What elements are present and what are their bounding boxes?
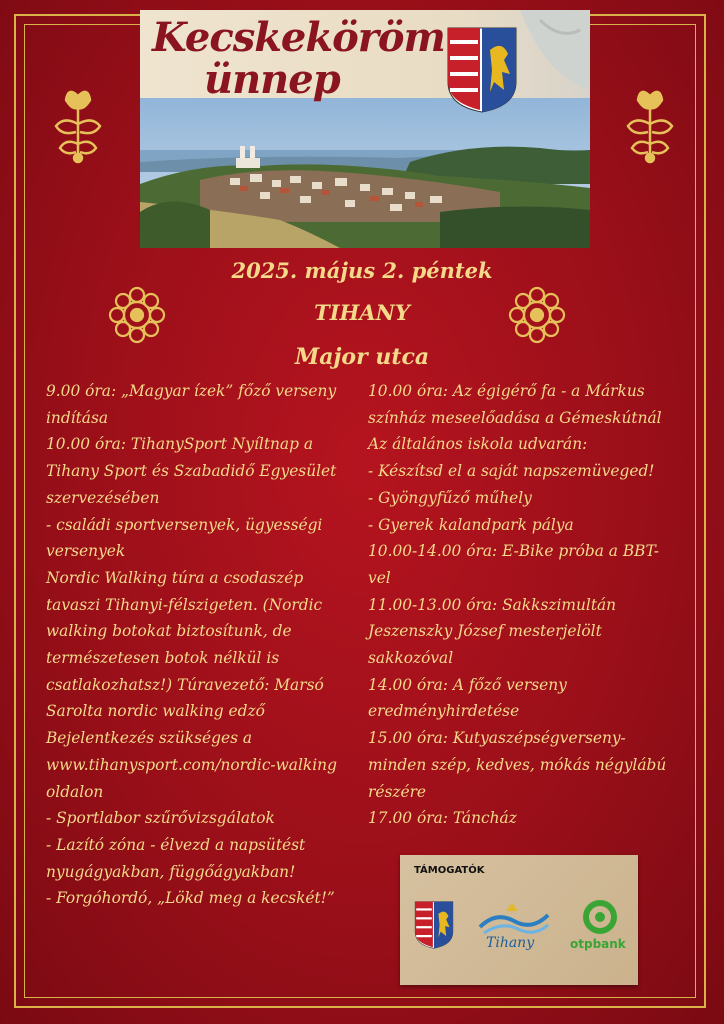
- program-line: Tihany Sport és Szabadidő Egyesület: [46, 462, 337, 481]
- program-line: Nordic Walking túra a csodaszép: [46, 568, 304, 587]
- sponsors-box: [400, 855, 638, 985]
- program-line: - Készítsd el a saját napszemüveged!: [368, 462, 655, 481]
- coat-of-arms-icon: [446, 26, 518, 114]
- program-line: 10.00 óra: Az égigérő fa - a Márkus: [368, 382, 645, 400]
- tulip-ornament-icon: [48, 86, 108, 166]
- program-line: indítása: [46, 408, 109, 427]
- program-line: 17.00 óra: Táncház: [368, 809, 517, 828]
- header-image: [140, 10, 590, 248]
- program-right-column: [368, 378, 673, 832]
- event-street: Major utca: [294, 344, 430, 370]
- program-line: - Forgóhordó, „Lökd meg a kecskét!”: [46, 889, 335, 908]
- sponsors-title: TÁMOGATÓK: [414, 865, 485, 876]
- event-place: TIHANY: [314, 300, 410, 325]
- program-line: színház meseelőadása a Gémeskútnál: [368, 408, 662, 427]
- program-line: természetesen botok nélkül is: [46, 649, 280, 668]
- program-line: tavaszi Tihanyi-félszigeten. (Nordic: [46, 595, 323, 614]
- program-line: 9.00 óra: „Magyar ízek” főző verseny: [46, 382, 337, 400]
- event-title-line2: ünnep: [204, 56, 340, 103]
- program-line: 11.00-13.00 óra: Sakkszimultán: [368, 595, 617, 614]
- coat-of-arms-icon: [414, 899, 454, 951]
- program-line: - Lazító zóna - élvezd a napsütést: [46, 835, 306, 854]
- nordic-walking-link[interactable]: www.tihanysport.com/nordic-walking: [46, 755, 337, 774]
- otp-logo-text: otpbank: [570, 937, 626, 951]
- program-line: 14.00 óra: A főző verseny: [368, 675, 567, 694]
- program-line: versenyek: [46, 542, 126, 561]
- program-line: - Gyerek kalandpark pálya: [368, 515, 574, 534]
- program-line: szervezésében: [46, 488, 160, 507]
- program-line: nyugágyakban, függőágyakban!: [46, 862, 296, 881]
- otp-bank-logo: [570, 899, 630, 959]
- program-line: Jeszenszky József mesterjelölt: [368, 622, 602, 641]
- program-line: Sarolta nordic walking edző: [46, 702, 265, 721]
- program-line: walking botokat biztosítunk, de: [46, 622, 292, 641]
- event-date: 2025. május 2. péntek: [231, 258, 493, 283]
- program-line: 15.00 óra: Kutyaszépségverseny-: [368, 729, 626, 748]
- program-line: 10.00 óra: TihanySport Nyíltnap a: [46, 435, 314, 454]
- program-line: részére: [368, 782, 427, 801]
- program-line: oldalon: [46, 782, 104, 801]
- program-line: sakkozóval: [368, 649, 454, 668]
- tihany-landscape-photo: [140, 92, 590, 248]
- program-line: - családi sportversenyek, ügyességi: [46, 515, 323, 534]
- program-line: - Gyöngyfűző műhely: [368, 488, 532, 507]
- program-line: Az általános iskola udvarán:: [368, 435, 588, 454]
- otp-ring-icon: [580, 899, 620, 935]
- title-panel: [140, 10, 590, 103]
- program-line: eredményhirdetése: [368, 702, 520, 721]
- program-line: minden szép, kedves, mókás négylábú: [368, 755, 667, 774]
- program-line: 10.00-14.00 óra: E-Bike próba a BBT-: [368, 542, 659, 561]
- program-line: csatlakozhatsz!) Túravezető: Marsó: [46, 675, 324, 694]
- tihany-logo-text: Tihany: [486, 935, 535, 951]
- event-title-line1: Kecskeköröm: [152, 14, 445, 61]
- tihany-logo: [476, 901, 552, 957]
- program-left-column: [46, 378, 356, 912]
- tulip-ornament-icon: [620, 86, 680, 166]
- program-line: - Sportlabor szűrővizsgálatok: [46, 809, 275, 828]
- program-line: vel: [368, 568, 391, 587]
- program-line: Bejelentkezés szükséges a: [46, 729, 253, 748]
